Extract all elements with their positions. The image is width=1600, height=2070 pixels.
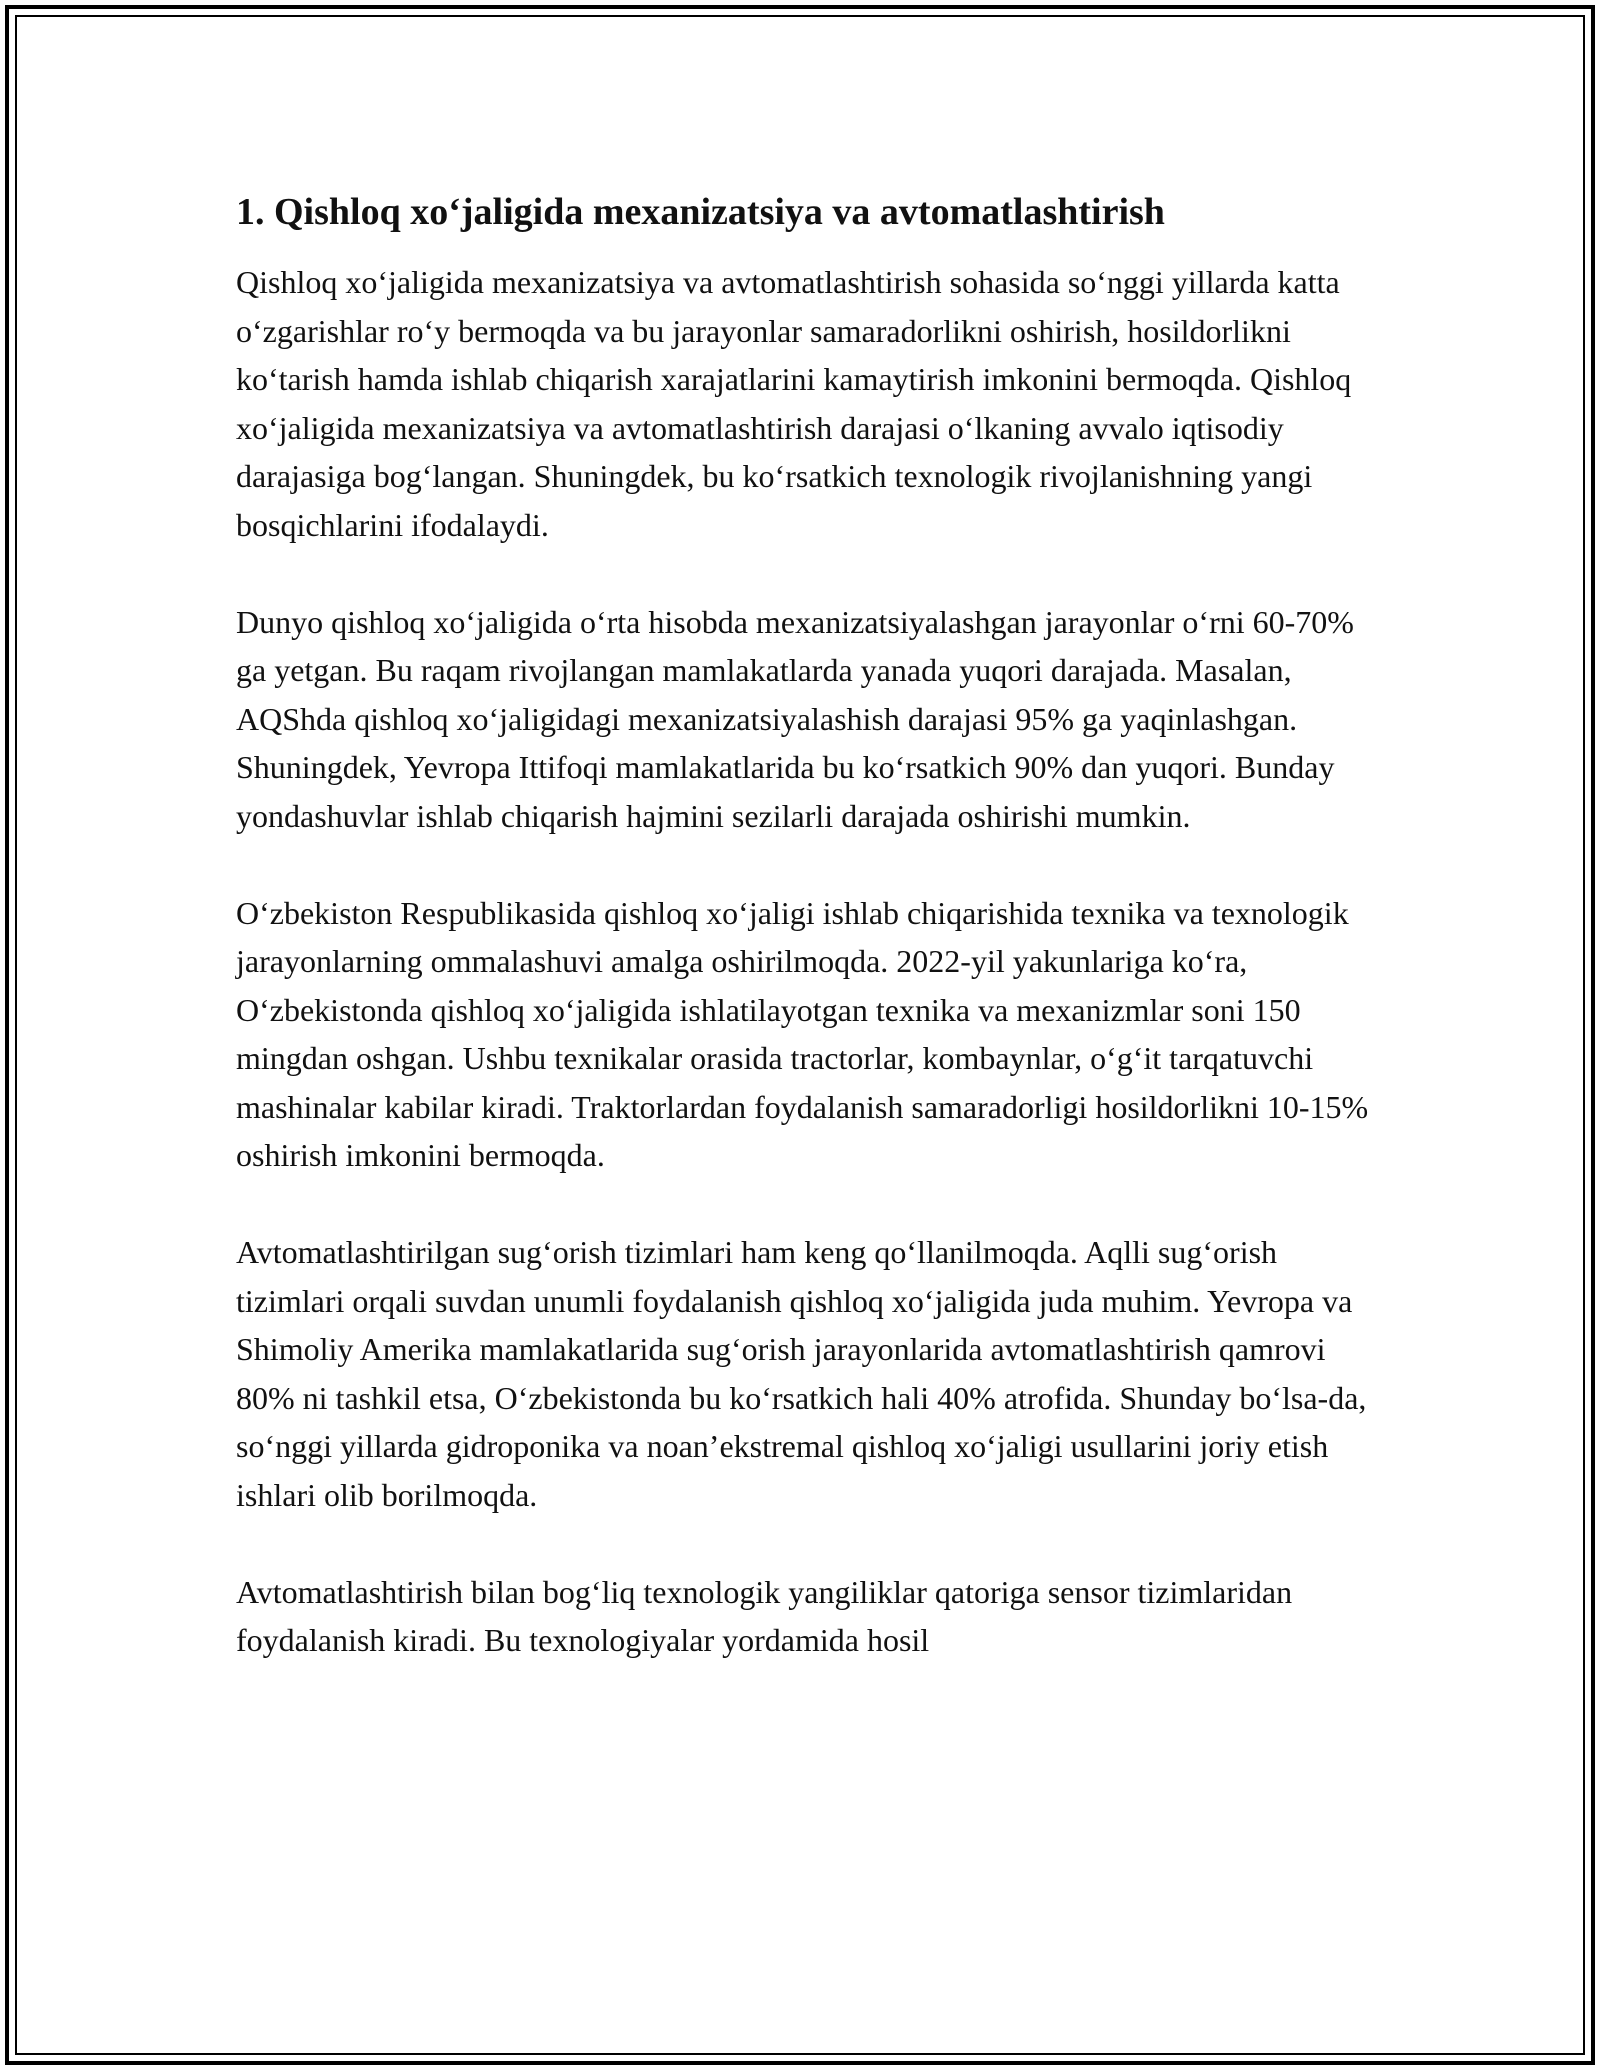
document-body <box>236 188 1376 1713</box>
paragraph-5: Avtomatlashtirish bilan bog‘liq texnologik yangiliklar qatoriga sensor tizimlaridan foydalanish kiradi. Bu texnologiyalar yordamida hosil <box>236 1573 1293 1658</box>
paragraph-1: Qishloq xo‘jaligida mexanizatsiya va avtomatlashtirish sohasida so‘nggi yillarda katta o‘zgarishlar ro‘y bermoqda va bu jarayonlar samaradorlikni oshirish, hosildorlikni ko‘tarish hamda ishlab chiqarish xarajatlarini kamaytirish imkonini bermoqda. Qishloq xo‘jaligida mexanizatsiya va avtomatlashtirish darajasi o‘lkaning avvalo iqtisodiy darajasiga bog‘langan. Shuningdek, bu ko‘rsatkich texnologik rivojlanishning yangi bosqichlarini ifodalaydi. <box>236 264 1352 543</box>
section-heading: 1. Qishloq xo‘jaligida mexanizatsiya va avtomatlashtirish <box>236 191 1165 233</box>
paragraph-2: Dunyo qishloq xo‘jaligida o‘rta hisobda mexanizatsiyalashgan jarayonlar o‘rni 60-70% ga yetgan. Bu raqam rivojlangan mamlakatlarda yanada yuqori darajada. Masalan, AQShda qishloq xo‘jaligidagi mexanizatsiyalashish darajasi 95% ga yaqinlashgan. Shuningdek, Yevropa Ittifoqi mamlakatlarida bu ko‘rsatkich 90% dan yuqori. Bunday yondashuvlar ishlab chiqarish hajmini sezilarli darajada oshirishi mumkin. <box>236 603 1354 834</box>
paragraph-4: Avtomatlashtirilgan sug‘orish tizimlari ham keng qo‘llanilmoqda. Aqlli sug‘orish tizimlari orqali suvdan unumli foydalanish qishloq xo‘jaligida juda muhim. Yevropa va Shimoliy Amerika mamlakatlarida sug‘orish jarayonlarida avtomatlashtirish qamrovi 80% ni tashkil etsa, O‘zbekistonda bu ko‘rsatkich hali 40% atrofida. Shunday bo‘lsa-da, so‘nggi yillarda gidroponika va noan’ekstremal qishloq xo‘jaligi usullarini joriy etish ishlari olib borilmoqda. <box>236 1234 1367 1513</box>
paragraph-3: O‘zbekiston Respublikasida qishloq xo‘jaligi ishlab chiqarishida texnika va texnologik jarayonlarning ommalashuvi amalga oshirilmoqda. 2022-yil yakunlariga ko‘ra, O‘zbekistonda qishloq xo‘jaligida ishlatilayotgan texnika va mexanizmlar soni 150 mingdan oshgan. Ushbu texnikalar orasida tractorlar, kombaynlar, o‘g‘it tarqatuvchi mashinalar kabilar kiradi. Traktorlardan foydalanish samaradorligi hosildorlikni 10-15% oshirish imkonini bermoqda. <box>236 894 1369 1173</box>
